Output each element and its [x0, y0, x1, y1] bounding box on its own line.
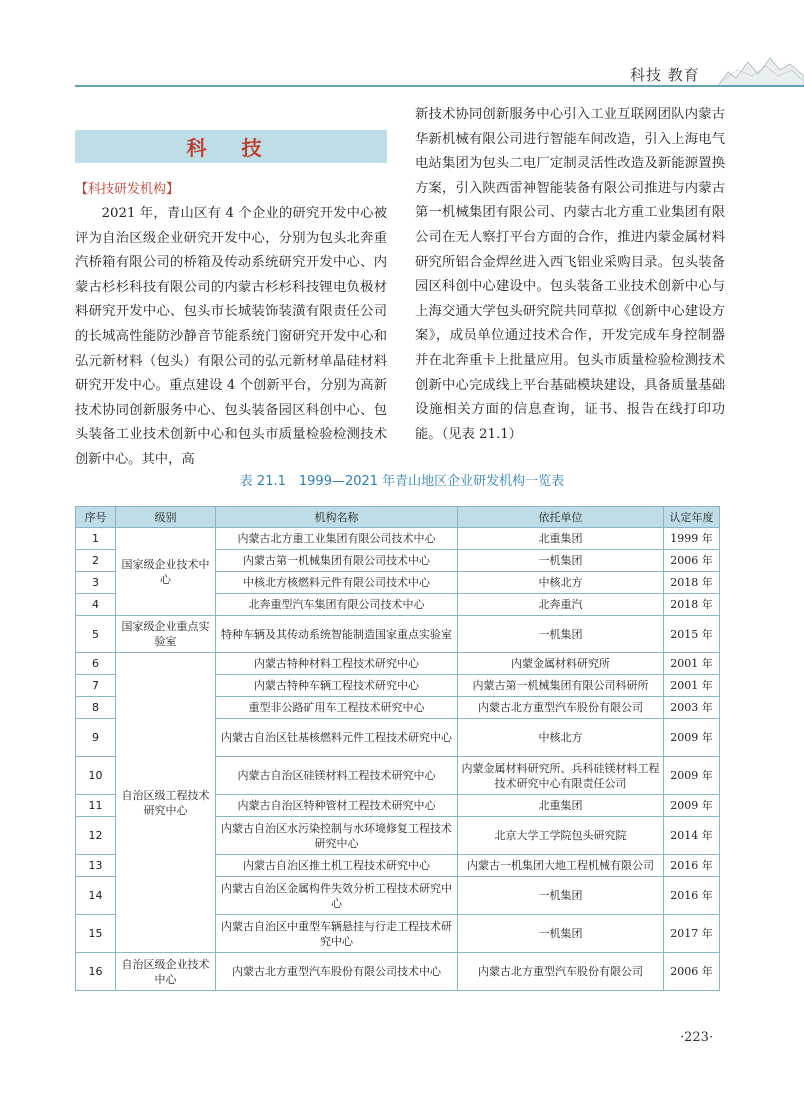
level-cell: 国家级企业技术中心 — [116, 528, 216, 616]
column-header: 级别 — [116, 507, 216, 528]
body-paragraph-right: 新技术协同创新服务中心引入工业互联网团队内蒙古华新机械有限公司进行智能车间改造，引入上海电气电站集团为包头二电厂定制灵活性改造及新能源置换方案，引入陕西雷神智能装备有限公司推进与内蒙古第一机械集团有限公司、内蒙古北方重工业集团有限公司在无人察打平台方面的合作，推进内蒙金属材料研究所铝合金焊丝进入西飞铝业采购目录。包头装备园区科创中心建设中。包头装备工业技术创新中心与上海交通大学包头研究院共同草拟《创新中心建设方案》，成员单位通过技术合作，开发完成车身控制器并在北奔重卡上批量应用。包头市质量检验检测技术创新中心完成线上平台基础模块建设，具备质量基础设施相关方面的信息查询，证书、报告在线打印功能。（见表 21.1） — [415, 107, 725, 442]
row-number: 13 — [76, 855, 116, 877]
parent-unit: 中核北方 — [458, 572, 664, 594]
parent-unit: 一机集团 — [458, 550, 664, 572]
column-header: 机构名称 — [216, 507, 458, 528]
certification-year: 2001 年 — [664, 653, 720, 675]
certification-year: 2001 年 — [664, 675, 720, 697]
certification-year: 1999 年 — [664, 528, 720, 550]
certification-year: 2015 年 — [664, 616, 720, 653]
row-number: 7 — [76, 675, 116, 697]
row-number: 10 — [76, 757, 116, 795]
parent-unit: 北京大学工学院包头研究院 — [458, 817, 664, 855]
certification-year: 2017 年 — [664, 915, 720, 953]
page-number: ·223· — [680, 1030, 714, 1045]
certification-year: 2016 年 — [664, 855, 720, 877]
parent-unit: 内蒙金属材料研究所、兵科硅镁材料工程技术研究中心有限责任公司 — [458, 757, 664, 795]
column-header: 认定年度 — [664, 507, 720, 528]
institution-name: 内蒙古北方重工业集团有限公司技术中心 — [216, 528, 458, 550]
institution-name: 中核北方核燃料元件有限公司技术中心 — [216, 572, 458, 594]
institution-name: 内蒙古自治区中重型车辆悬挂与行走工程技术研究中心 — [216, 915, 458, 953]
table-caption: 表 21.1 1999—2021 年青山地区企业研发机构一览表 — [239, 474, 565, 489]
row-number: 5 — [76, 616, 116, 653]
institution-name: 内蒙古自治区硅镁材料工程技术研究中心 — [216, 757, 458, 795]
table-row — [76, 616, 720, 653]
table-header-row — [76, 507, 720, 528]
institution-name: 内蒙古北方重型汽车股份有限公司技术中心 — [216, 953, 458, 991]
certification-year: 2006 年 — [664, 953, 720, 991]
institution-name: 内蒙古自治区金属构件失效分析工程技术研究中心 — [216, 877, 458, 915]
certification-year: 2003 年 — [664, 697, 720, 719]
header-rule — [75, 85, 804, 87]
running-header: 科技 教育 — [630, 66, 700, 84]
row-number: 6 — [76, 653, 116, 675]
research-institutions-table — [75, 506, 720, 991]
parent-unit: 北重集团 — [458, 795, 664, 817]
certification-year: 2006 年 — [664, 550, 720, 572]
row-number: 1 — [76, 528, 116, 550]
institution-name: 内蒙古第一机械集团有限公司技术中心 — [216, 550, 458, 572]
row-number: 12 — [76, 817, 116, 855]
table-row — [76, 953, 720, 991]
row-number: 16 — [76, 953, 116, 991]
certification-year: 2009 年 — [664, 719, 720, 757]
institution-name: 内蒙古自治区特种管材工程技术研究中心 — [216, 795, 458, 817]
parent-unit: 内蒙古北方重型汽车股份有限公司 — [458, 953, 664, 991]
institution-name: 内蒙古自治区推土机工程技术研究中心 — [216, 855, 458, 877]
body-paragraph-left: 2021 年，青山区有 4 个企业的研究开发中心被评为自治区级企业研究开发中心，分别为包头北奔重汽桥箱有限公司的桥箱及传动系统研究开发中心、内蒙古杉杉科技有限公司的内蒙古杉杉科技锂电负极材料研究开发中心、包头市长城装饰装潢有限责任公司的长城高性能防沙静音节能系统门窗研究开发中心和弘元新材料（包头）有限公司的弘元新材单晶硅材料研究开发中心。重点建设 4 个创新平台，分别为高新技术协同创新服务中心、包头装备园区科创中心、包头装备工业技术创新中心和包头市质量检验检测技术创新中心。其中，高 — [75, 206, 387, 467]
row-number: 3 — [76, 572, 116, 594]
row-number: 14 — [76, 877, 116, 915]
level-cell: 国家级企业重点实验室 — [116, 616, 216, 653]
certification-year: 2016 年 — [664, 877, 720, 915]
row-number: 8 — [76, 697, 116, 719]
certification-year: 2009 年 — [664, 757, 720, 795]
row-number: 2 — [76, 550, 116, 572]
parent-unit: 北重集团 — [458, 528, 664, 550]
section-title: 科 技 — [75, 130, 387, 163]
parent-unit: 北奔重汽 — [458, 594, 664, 616]
parent-unit: 内蒙古一机集团大地工程机械有限公司 — [458, 855, 664, 877]
row-number: 9 — [76, 719, 116, 757]
row-number: 4 — [76, 594, 116, 616]
certification-year: 2014 年 — [664, 817, 720, 855]
parent-unit: 一机集团 — [458, 616, 664, 653]
column-header: 依托单位 — [458, 507, 664, 528]
institution-name: 北奔重型汽车集团有限公司技术中心 — [216, 594, 458, 616]
table-row — [76, 528, 720, 550]
row-number: 11 — [76, 795, 116, 817]
institution-name: 内蒙古自治区钍基核燃料元件工程技术研究中心 — [216, 719, 458, 757]
certification-year: 2018 年 — [664, 594, 720, 616]
certification-year: 2018 年 — [664, 572, 720, 594]
institution-name: 内蒙古自治区水污染控制与水环境修复工程技术研究中心 — [216, 817, 458, 855]
mountain-decoration — [718, 50, 804, 86]
level-cell: 自治区级企业技术中心 — [116, 953, 216, 991]
row-number: 15 — [76, 915, 116, 953]
parent-unit: 内蒙金属材料研究所 — [458, 653, 664, 675]
institution-name: 内蒙古特种材料工程技术研究中心 — [216, 653, 458, 675]
institution-name: 重型非公路矿用车工程技术研究中心 — [216, 697, 458, 719]
parent-unit: 内蒙古第一机械集团有限公司科研所 — [458, 675, 664, 697]
parent-unit: 内蒙古北方重型汽车股份有限公司 — [458, 697, 664, 719]
certification-year: 2009 年 — [664, 795, 720, 817]
institution-name: 内蒙古特种车辆工程技术研究中心 — [216, 675, 458, 697]
table-row — [76, 653, 720, 675]
parent-unit: 一机集团 — [458, 915, 664, 953]
parent-unit: 一机集团 — [458, 877, 664, 915]
institution-name: 特种车辆及其传动系统智能制造国家重点实验室 — [216, 616, 458, 653]
level-cell: 自治区级工程技术研究中心 — [116, 653, 216, 953]
column-header: 序号 — [76, 507, 116, 528]
parent-unit: 中核北方 — [458, 719, 664, 757]
subsection-heading: 【科技研发机构】 — [75, 182, 180, 197]
